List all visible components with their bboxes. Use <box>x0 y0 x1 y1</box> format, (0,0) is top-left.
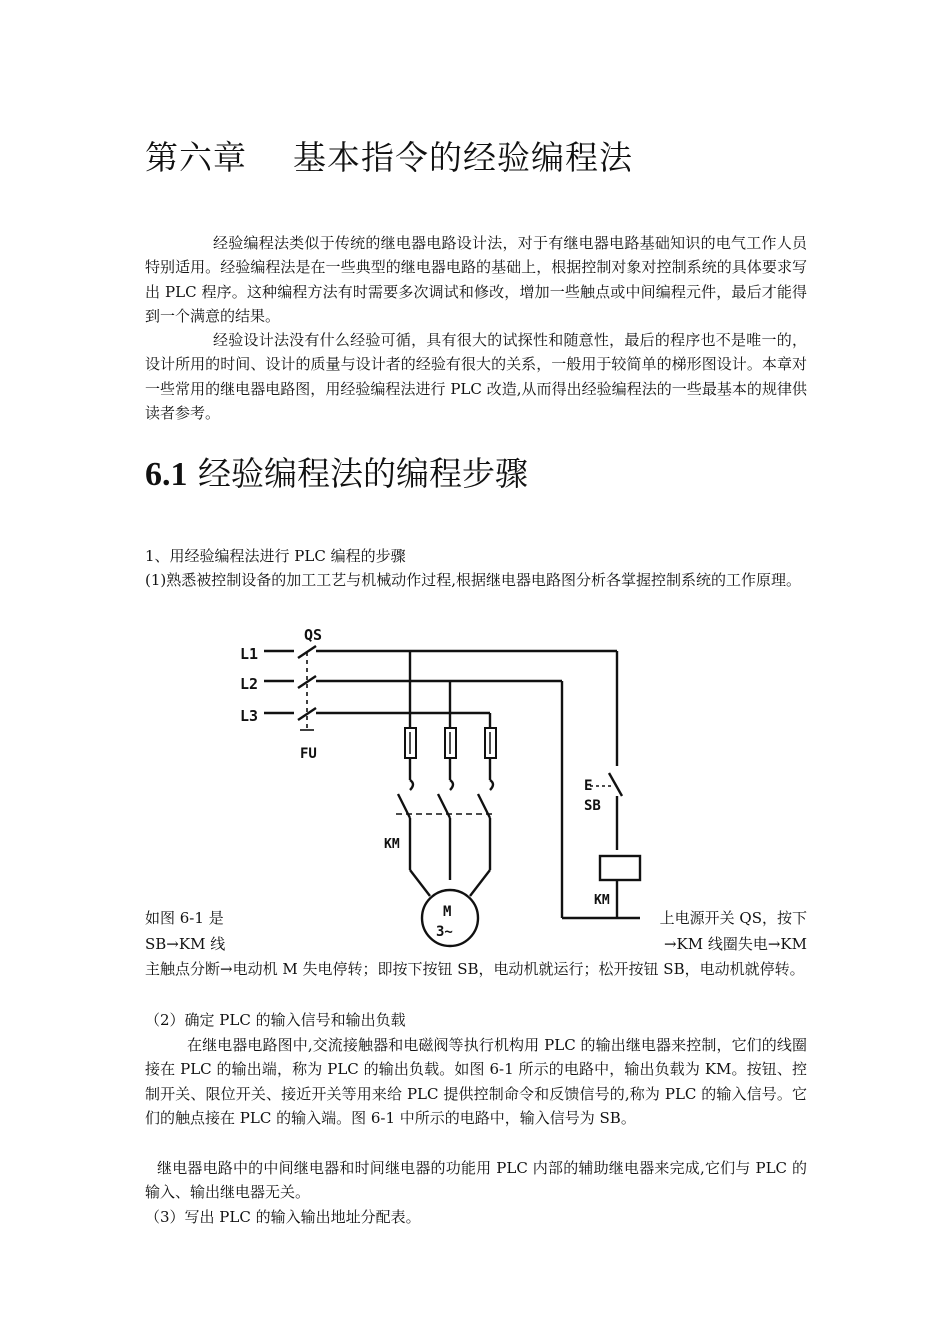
label-motor-phase: 3~ <box>436 924 453 940</box>
step-2-paragraph-2: 继电器电路中的中间继电器和时间继电器的功能用 PLC 内部的辅助继电器来完成,它们与 PLC 的输入、输出继电器无关。 <box>145 1159 807 1202</box>
label-fu: FU <box>300 746 317 762</box>
label-sb: SB <box>584 798 601 814</box>
intro-paragraph-2: 经验设计法没有什么经验可循，具有很大的试探性和随意性，最后的程序也不是唯一的，设计所用的时间、设计的质量与设计者的经验有很大的关系，一般用于较简单的梯形图设计。本章对一些常用的继电器电路图，用经验编程法进行 PLC 改造,从而得出经验编程法的一些最基本的规律供读者参考。 <box>145 331 807 422</box>
step-2-paragraph-1: 在继电器电路图中,交流接触器和电磁阀等执行机构用 PLC 的输出继电器来控制，它们的线圈接在 PLC 的输出端，称为 PLC 的输出负载。如图 6-1 所示的电路中，输出负载为 KM。按钮、控制开关、限位开关、接近开关等用来给 PLC 提供控制命令和反馈信号的,称为 PLC 的输入信号。它们的触点接在 PLC 的输入端。图 6-1 中所示的电路中，输入信号为 SB。 <box>145 1036 807 1127</box>
step-1-item-1: (1)熟悉被控制设备的加工工艺与机械动作过程,根据继电器电路图分析各掌握控制系统的工作原理。 <box>145 571 802 589</box>
occluded-row-2-right: →KM 线圈失电→KM <box>663 935 807 953</box>
label-motor-m: M <box>443 904 452 920</box>
section-number: 6.1 <box>145 456 188 493</box>
occluded-row-1-right: 上电源开关 QS，按下 <box>659 909 807 927</box>
label-l3: L3 <box>240 707 259 725</box>
label-km-contact: KM <box>384 837 400 852</box>
occluded-row-2-left: SB→KM 线 <box>145 935 226 953</box>
label-e: E <box>584 778 593 794</box>
step-1-heading: 1、用经验编程法进行 PLC 编程的步骤 <box>145 547 406 565</box>
section-heading <box>145 448 528 495</box>
circuit-diagram <box>232 618 650 948</box>
step-2-heading: （2）确定 PLC 的输入信号和输出负载 <box>145 1011 406 1029</box>
chapter-title: 第六章 基本指令的经验编程法 <box>145 138 633 177</box>
label-km-coil: KM <box>594 893 610 908</box>
occluded-row-3: 主触点分断→电动机 M 失电停转；即按下按钮 SB，电动机就运行；松开按钮 SB，电动机就停转。 <box>145 960 805 978</box>
occluded-row-1-left: 如图 6-1 是 <box>145 909 224 927</box>
step-3-heading: （3）写出 PLC 的输入输出地址分配表。 <box>145 1208 421 1226</box>
label-l1: L1 <box>240 645 259 663</box>
label-l2: L2 <box>240 675 259 693</box>
label-qs: QS <box>304 626 323 644</box>
intro-paragraph-1: 经验编程法类似于传统的继电器电路设计法，对于有继电器电路基础知识的电气工作人员特别适用。经验编程法是在一些典型的继电器电路的基础上，根据控制对象对控制系统的具体要求写出 PLC 程序。这种编程方法有时需要多次调试和修改，增加一些触点或中间编程元件，最后才能得到一个满意的结果。 <box>145 234 807 325</box>
section-title: 经验编程法的编程步骤 <box>187 454 528 493</box>
